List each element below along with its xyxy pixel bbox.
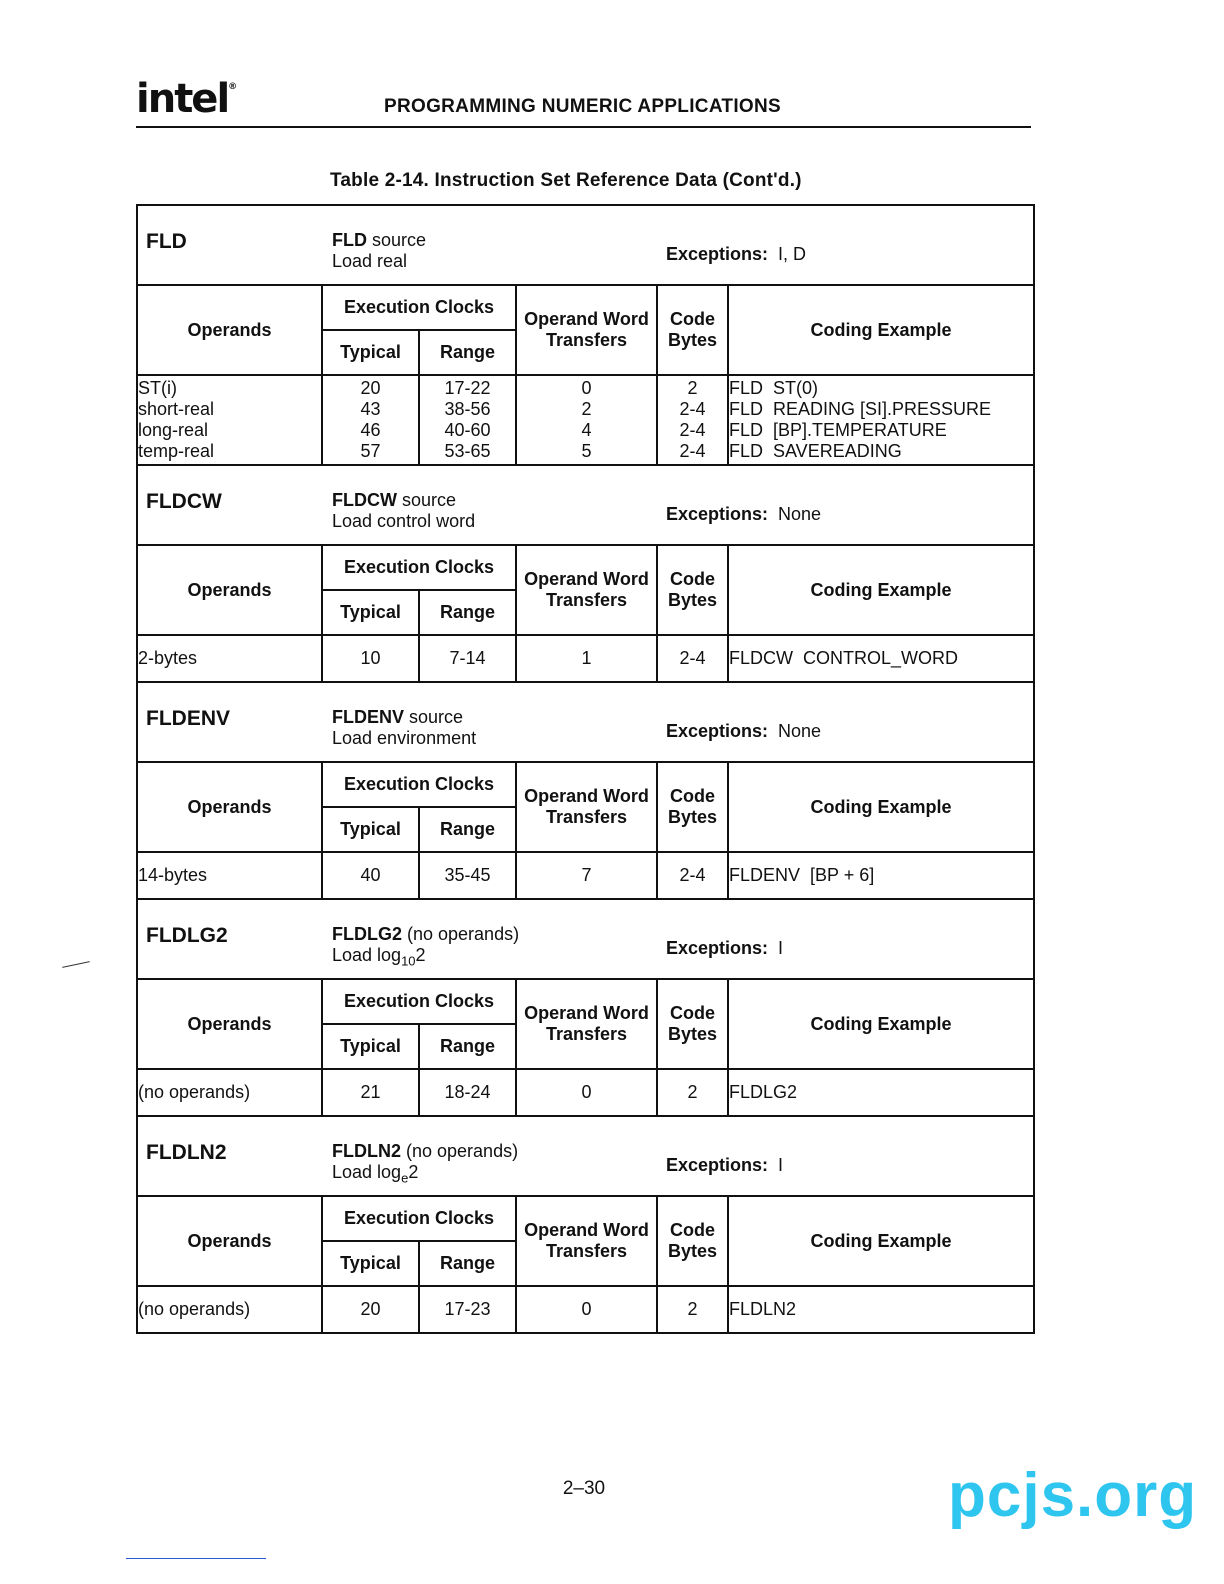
bytes-cell: 2-4 (657, 852, 728, 899)
instruction-name: FLD (146, 230, 187, 253)
header-range: Range (419, 807, 516, 852)
operands-cell: 2-bytes (137, 635, 322, 682)
header-range: Range (419, 1241, 516, 1286)
header-execution-clocks: Execution Clocks (322, 1196, 516, 1241)
range-cell: 17-23 (419, 1286, 516, 1333)
column-header-row (137, 979, 1034, 1024)
page-number: 2–30 (562, 1478, 606, 1499)
header-typical: Typical (322, 807, 419, 852)
header-rule (136, 126, 1031, 128)
header-code-bytes: Code Bytes (657, 762, 728, 852)
instruction-exceptions: Exceptions: I (666, 1155, 784, 1175)
margin-mark (62, 961, 90, 968)
bytes-cell: 2 (657, 1069, 728, 1116)
header-execution-clocks: Execution Clocks (322, 979, 516, 1024)
header-typical: Typical (322, 1024, 419, 1069)
typical-cell: 20 (322, 1286, 419, 1333)
typical-cell: 40 (322, 852, 419, 899)
transfers-cell: 0 (516, 1069, 657, 1116)
operands-cell: (no operands) (137, 1069, 322, 1116)
operands-cell: 14-bytes (137, 852, 322, 899)
instruction-description: Load $\log_e2$ (332, 1162, 419, 1186)
instruction-format: FLD source Load real (332, 230, 427, 271)
header-code-bytes: Code Bytes (657, 1196, 728, 1286)
coding-example-cell: FLDLN2 (728, 1286, 1034, 1333)
footer-link-rule (126, 1558, 266, 1559)
instruction-description: Load real (332, 251, 408, 271)
header-typical: Typical (322, 330, 419, 375)
data-row-fld (137, 375, 1034, 465)
transfers-cell: 1 (516, 635, 657, 682)
header-code-bytes: Code Bytes (657, 285, 728, 375)
instruction-exceptions: Exceptions: I (666, 938, 784, 958)
data-row-fldcw (137, 635, 1034, 682)
instruction-format: FLDLN2 (no operands) Load $\log_e2$ (332, 1141, 519, 1186)
transfers-cell: 0 (516, 1286, 657, 1333)
header-operand-word-transfers: Operand Word Transfers (516, 285, 657, 375)
header-code-bytes: Code Bytes (657, 545, 728, 635)
instruction-row-fld (137, 205, 1034, 285)
operands-cell: (no operands) (137, 1286, 322, 1333)
range-cell: 17-22 38-56 40-60 53-65 (419, 375, 516, 465)
operands-cell: ST(i) short-real long-real temp-real (137, 375, 322, 465)
header-coding-example: Coding Example (728, 762, 1034, 852)
header-execution-clocks: Execution Clocks (322, 545, 516, 590)
coding-example-cell: FLDLG2 (728, 1069, 1034, 1116)
header-operand-word-transfers: Operand Word Transfers (516, 979, 657, 1069)
header-operand-word-transfers: Operand Word Transfers (516, 545, 657, 635)
header-operands: Operands (137, 545, 322, 635)
table-caption: Table 2-14. Instruction Set Reference Data (Cont'd.) (330, 170, 802, 191)
column-header-row (137, 1196, 1034, 1241)
instruction-row-fldenv (137, 682, 1034, 762)
data-row-fldln2 (137, 1286, 1034, 1333)
instruction-format: FLDLG2 (no operands) Load $\log_{10}2$ (332, 924, 520, 969)
header-typical: Typical (322, 1241, 419, 1286)
header-operands: Operands (137, 1196, 322, 1286)
instruction-name: FLDENV (146, 707, 230, 730)
header-code-bytes: Code Bytes (657, 979, 728, 1069)
header-operands: Operands (137, 285, 322, 375)
instruction-description: Load environment (332, 728, 477, 748)
bytes-cell: 2 2-4 2-4 2-4 (657, 375, 728, 465)
header-operand-word-transfers: Operand Word Transfers (516, 762, 657, 852)
header-coding-example: Coding Example (728, 1196, 1034, 1286)
header-range: Range (419, 330, 516, 375)
instruction-format: FLDENV source Load environment (332, 707, 477, 748)
column-header-row (137, 762, 1034, 807)
header-operands: Operands (137, 979, 322, 1069)
typical-cell: 20 43 46 57 (322, 375, 419, 465)
header-typical: Typical (322, 590, 419, 635)
bytes-cell: 2 (657, 1286, 728, 1333)
instruction-row-fldln2 (137, 1116, 1034, 1196)
instruction-format: FLDCW source Load control word (332, 490, 476, 531)
header-execution-clocks: Execution Clocks (322, 285, 516, 330)
header-execution-clocks: Execution Clocks (322, 762, 516, 807)
header-coding-example: Coding Example (728, 979, 1034, 1069)
header-operand-word-transfers: Operand Word Transfers (516, 1196, 657, 1286)
header-range: Range (419, 1024, 516, 1069)
header-coding-example: Coding Example (728, 285, 1034, 375)
header-operands: Operands (137, 762, 322, 852)
pcjs-watermark: pcjs.org (948, 1461, 1198, 1530)
range-cell: 18-24 (419, 1069, 516, 1116)
instruction-name: FLDLN2 (146, 1141, 227, 1164)
instruction-reference-table (136, 204, 1035, 1334)
data-row-fldlg2 (137, 1069, 1034, 1116)
instruction-row-fldlg2 (137, 899, 1034, 979)
range-cell: 35-45 (419, 852, 516, 899)
coding-example-cell: FLDCW CONTROL_WORD (728, 635, 1034, 682)
bytes-cell: 2-4 (657, 635, 728, 682)
coding-example-cell: FLDENV [BP + 6] (728, 852, 1034, 899)
instruction-exceptions: Exceptions: None (666, 504, 822, 524)
instruction-description: Load $\log_{10}2$ (332, 945, 426, 969)
coding-example-cell: FLD ST(0) FLD READING [SI].PRESSURE FLD [BP].TEMPERATURE FLD SAVEREADING (728, 375, 1034, 465)
column-header-row (137, 545, 1034, 590)
section-title: PROGRAMMING NUMERIC APPLICATIONS (384, 96, 781, 117)
typical-cell: 21 (322, 1069, 419, 1116)
header-coding-example: Coding Example (728, 545, 1034, 635)
header-range: Range (419, 590, 516, 635)
instruction-description: Load control word (332, 511, 476, 531)
range-cell: 7-14 (419, 635, 516, 682)
typical-cell: 10 (322, 635, 419, 682)
instruction-name: FLDLG2 (146, 924, 228, 947)
instruction-exceptions: Exceptions: I, D (666, 244, 807, 264)
intel-logo: intel® (136, 76, 238, 122)
transfers-cell: 0 2 4 5 (516, 375, 657, 465)
instruction-exceptions: Exceptions: None (666, 721, 822, 741)
transfers-cell: 7 (516, 852, 657, 899)
column-header-row (137, 285, 1034, 330)
instruction-row-fldcw (137, 465, 1034, 545)
instruction-name: FLDCW (146, 490, 222, 513)
data-row-fldenv (137, 852, 1034, 899)
